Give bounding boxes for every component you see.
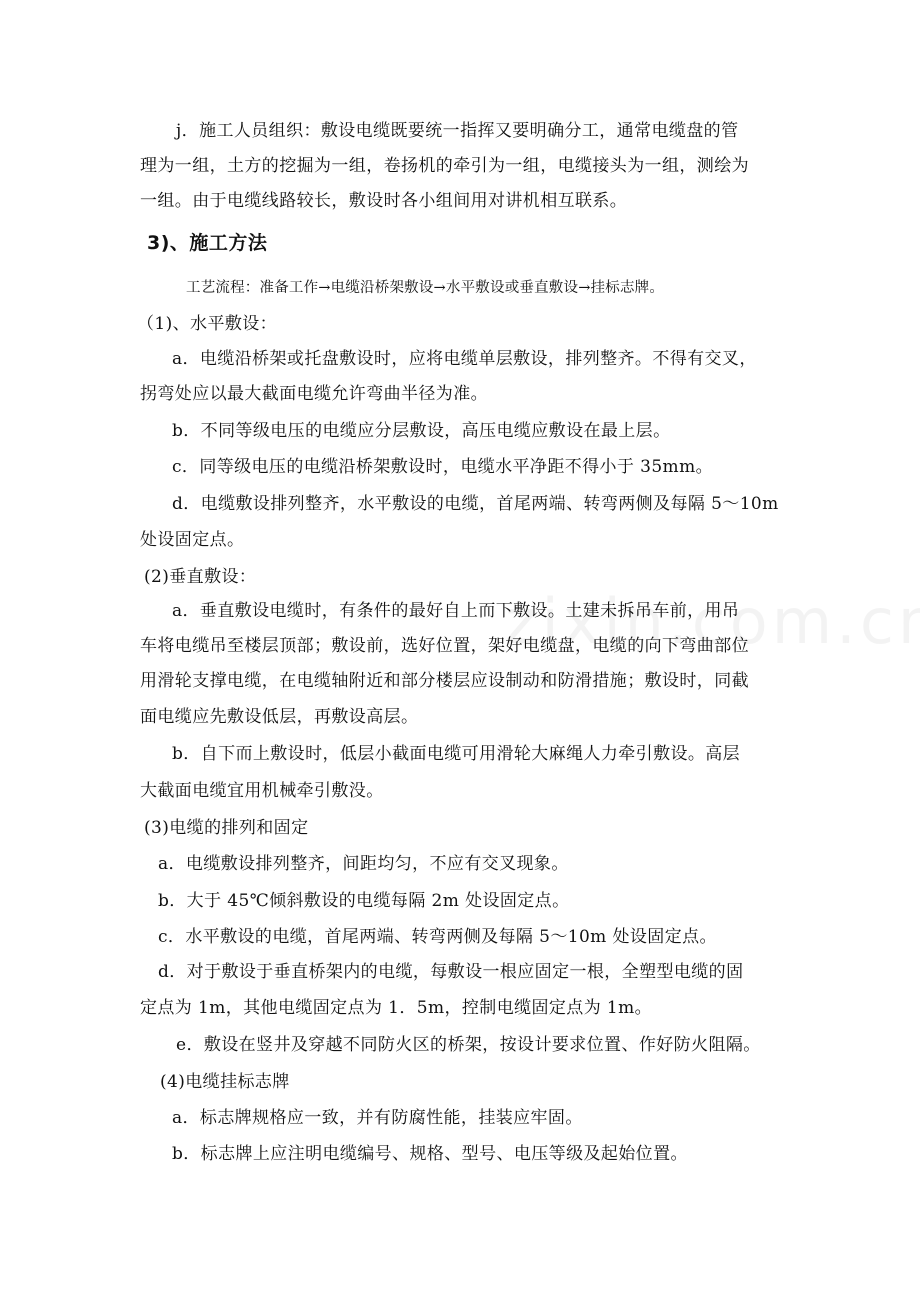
paragraph-line: a．标志牌规格应一致，并有防腐性能，挂装应牢固。 bbox=[172, 1108, 583, 1128]
subsection-title: （1)、水平敷设： bbox=[137, 314, 278, 334]
paragraph-line: e．敷设在竖井及穿越不同防火区的桥架，按设计要求位置、作好防火阻隔。 bbox=[176, 1035, 761, 1055]
paragraph-line: b．不同等级电压的电缆应分层敷设，高压电缆应敷设在最上层。 bbox=[172, 421, 671, 441]
paragraph-line: 拐弯处应以最大截面电缆允许弯曲半径为准。 bbox=[140, 384, 488, 404]
process-flow: 工艺流程：准备工作→电缆沿桥架敷设→水平敷设或垂直敷设→挂标志牌。 bbox=[186, 280, 665, 296]
subsection-title: (4)电缆挂标志牌 bbox=[160, 1072, 290, 1092]
paragraph-line: b．大于 45℃倾斜敷设的电缆每隔 2m 处设固定点。 bbox=[158, 891, 570, 911]
paragraph-line: 用滑轮支撑电缆，在电缆轴附近和部分楼层应设制动和防滑措施；敷设时，同截 bbox=[140, 671, 749, 691]
paragraph-line: c．同等级电压的电缆沿桥架敷设时，电缆水平净距不得小于 35mm。 bbox=[172, 457, 713, 477]
paragraph-line: 面电缆应先敷设低层，再敷设高层。 bbox=[140, 707, 419, 727]
paragraph-line: a．垂直敷设电缆时，有条件的最好自上而下敷设。土建未拆吊车前，用吊 bbox=[172, 601, 740, 621]
paragraph-line: b．自下而上敷设时，低层小截面电缆可用滑轮大麻绳人力牵引敷设。高层 bbox=[172, 744, 741, 764]
paragraph-line: j．施工人员组织：敷设电缆既要统一指挥又要明确分工，通常电缆盘的管 bbox=[176, 121, 739, 141]
paragraph-line: c．水平敷设的电缆，首尾两端、转弯两侧及每隔 5～10m 处设固定点。 bbox=[158, 927, 717, 947]
paragraph-line: d．对于敷设于垂直桥架内的电缆，每敷设一根应固定一根，全塑型电缆的固 bbox=[158, 962, 744, 982]
paragraph-line: 一组。由于电缆线路较长，敷设时各小组间用对讲机相互联系。 bbox=[140, 191, 628, 211]
subsection-title: (2)垂直敷设： bbox=[144, 567, 257, 587]
section-heading: 3)、施工方法 bbox=[147, 232, 268, 254]
paragraph-line: 大截面电缆宜用机械牵引敷没。 bbox=[140, 781, 384, 801]
subsection-title: (3)电缆的排列和固定 bbox=[144, 818, 309, 838]
paragraph-line: a．电缆沿桥架或托盘敷设时，应将电缆单层敷设，排列整齐。不得有交叉， bbox=[172, 349, 757, 369]
paragraph-line: 定点为 1m，其他电缆固定点为 1．5m，控制电缆固定点为 1m。 bbox=[140, 998, 653, 1018]
paragraph-line: 车将电缆吊至楼层顶部；敷设前，选好位置，架好电缆盘，电缆的向下弯曲部位 bbox=[140, 636, 749, 656]
paragraph-line: b．标志牌上应注明电缆编号、规格、型号、电压等级及起始位置。 bbox=[172, 1144, 688, 1164]
paragraph-line: a．电缆敷设排列整齐，间距均匀，不应有交叉现象。 bbox=[158, 854, 569, 874]
paragraph-line: 处设固定点。 bbox=[140, 530, 245, 550]
paragraph-line: 理为一组，土方的挖掘为一组，卷扬机的牵引为一组，电缆接头为一组，测绘为 bbox=[140, 156, 749, 176]
paragraph-line: d．电缆敷设排列整齐，水平敷设的电缆，首尾两端、转弯两侧及每隔 5～10m bbox=[172, 494, 779, 514]
